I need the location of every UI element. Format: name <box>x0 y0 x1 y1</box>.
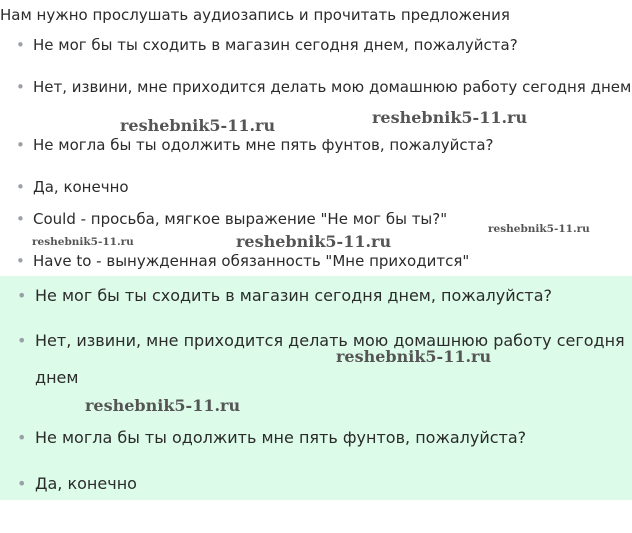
list-item-text: Could - просьба, мягкое выражение "Не мог бы ты?" <box>33 210 448 228</box>
bullet-icon: • <box>16 36 25 54</box>
list-item <box>16 136 494 154</box>
list-item-text: Have to - вынужденная обязанность "Мне приходится" <box>33 252 470 270</box>
list-item-text: Не могла бы ты одолжить мне пять фунтов, пожалуйста? <box>35 428 527 447</box>
bullet-icon: • <box>17 286 27 305</box>
bullet-icon: • <box>16 210 25 228</box>
watermark: reshebnik5-11.ru <box>120 116 276 135</box>
list-item-text: Не могла бы ты одолжить мне пять фунтов, пожалуйста? <box>33 136 494 154</box>
page-heading: Нам нужно прослушать аудиозапись и прочитать предложения <box>0 6 510 24</box>
watermark: reshebnik5-11.ru <box>236 232 392 251</box>
watermark: reshebnik5-11.ru <box>372 108 528 127</box>
answer-block <box>0 276 632 500</box>
watermark: reshebnik5-11.ru <box>488 223 590 235</box>
list-item <box>17 322 630 396</box>
list-item <box>16 178 129 196</box>
list-item-text: Не мог бы ты сходить в магазин сегодня днем, пожалуйста? <box>35 286 552 305</box>
bullet-icon: • <box>16 136 25 154</box>
watermark: reshebnik5-11.ru <box>85 396 241 415</box>
bullet-icon: • <box>17 428 27 447</box>
watermark: reshebnik5-11.ru <box>336 347 492 366</box>
list-item-text: Да, конечно <box>33 178 129 196</box>
list-item-text: Не мог бы ты сходить в магазин сегодня днем, пожалуйста? <box>33 36 518 54</box>
list-item <box>16 78 632 96</box>
list-item <box>17 428 527 447</box>
list-item <box>16 36 518 54</box>
bullet-icon: • <box>17 474 27 493</box>
list-item <box>17 474 137 493</box>
list-item-text: Да, конечно <box>35 474 137 493</box>
list-item <box>17 286 552 305</box>
watermark: reshebnik5-11.ru <box>32 236 134 248</box>
bullet-icon: • <box>17 331 27 350</box>
list-item-text: Нет, извини, мне приходится делать мою домашнюю работу сегодня днем <box>35 331 625 387</box>
list-item <box>16 252 470 270</box>
bullet-icon: • <box>16 252 25 270</box>
bullet-icon: • <box>16 178 25 196</box>
list-item <box>16 210 448 228</box>
list-item-text: Нет, извини, мне приходится делать мою домашнюю работу сегодня днем <box>33 78 632 96</box>
bullet-icon: • <box>16 78 25 96</box>
